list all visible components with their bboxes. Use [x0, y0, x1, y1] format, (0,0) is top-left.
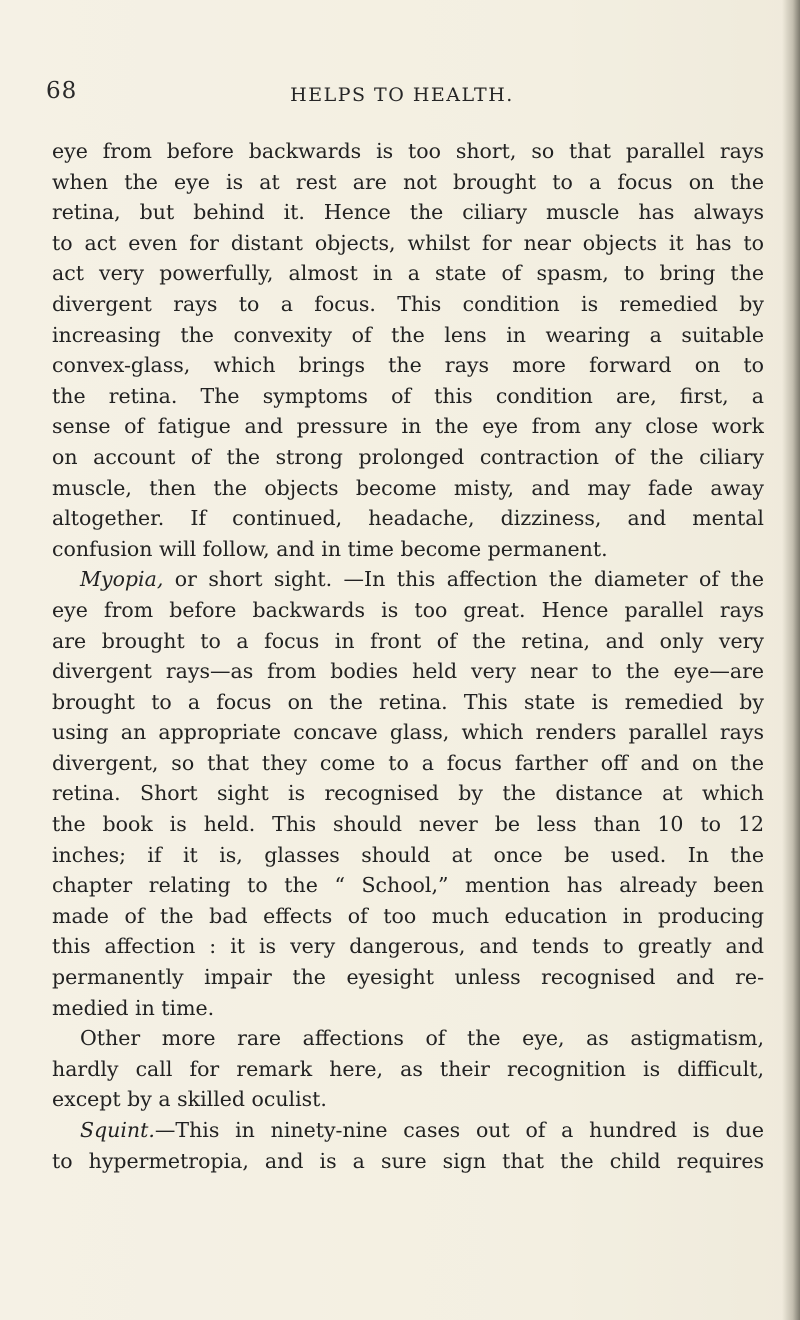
section-term-myopia: Myopia, [80, 567, 164, 592]
text-line: altogether. If continued, headache, dizziness, and mental [52, 506, 764, 531]
text-line: divergent, so that they come to a focus farther off and on the [52, 750, 764, 775]
text-line: using an appropriate concave glass, which renders parallel rays [52, 720, 764, 745]
section-term-squint: Squint. [80, 1118, 155, 1142]
text-line: are brought to a focus in front of the retina, and only very [52, 628, 764, 653]
text-line: retina. Short sight is recognised by the distance at which [52, 781, 764, 806]
text-line: chapter relating to the “ School,” mention has already been [52, 873, 764, 898]
text-line: eye from before backwards is too short, so that parallel rays [52, 139, 764, 163]
text-line: retina, but behind it. Hence the ciliary muscle has always [52, 200, 764, 225]
text-line: muscle, then the objects become misty, and may fade away [52, 475, 764, 500]
text-line: except by a skilled oculist. [52, 1087, 327, 1112]
text-line: convex-glass, which brings the rays more forward on to [52, 353, 764, 378]
text-line: when the eye is at rest are not brought to a focus on the [52, 169, 764, 194]
text-line: act very powerfully, almost in a state of spasm, to bring the [52, 261, 764, 286]
text-line: increasing the convexity of the lens in wearing a suitable [52, 322, 764, 347]
body-text [52, 136, 764, 1176]
text-line: eye from before backwards is too great. Hence parallel rays [52, 597, 764, 622]
text-line: medied in time. [52, 995, 215, 1020]
section-text: or short sight. —In this affection the diameter of the [163, 567, 764, 592]
page-number: 68 [46, 78, 78, 104]
page-header [46, 78, 746, 118]
section-heading-line [52, 564, 764, 595]
text-line: confusion will follow, and in time become permanent. [52, 536, 608, 561]
section-heading-line [52, 1115, 764, 1146]
text-line: this affection : it is very dangerous, and tends to greatly and [52, 934, 764, 959]
text-line: Other more rare affections of the eye, as astigmatism, [80, 1026, 764, 1051]
text-line: hardly call for remark here, as their recognition is difficult, [52, 1056, 764, 1081]
text-line: sense of fatigue and pressure in the eye from any close work [52, 414, 764, 439]
text-line: made of the bad effects of too much education in producing [52, 903, 764, 928]
section-text: —This in ninety-nine cases out of a hundred is due [154, 1118, 764, 1142]
text-line: divergent rays—as from bodies held very near to the eye—are [52, 659, 764, 684]
text-line: brought to a focus on the retina. This state is remedied by [52, 689, 764, 714]
text-line: to act even for distant objects, whilst for near objects it has to [52, 230, 764, 255]
text-line: divergent rays to a focus. This condition is remedied by [52, 291, 764, 316]
text-line: the retina. The symptoms of this condition are, first, a [52, 383, 764, 408]
page-edge-shadow [782, 0, 800, 1320]
text-line: permanently impair the eyesight unless recognised and re- [52, 965, 764, 990]
text-line: the book is held. This should never be less than 10 to 12 [52, 812, 764, 837]
text-line: on account of the strong prolonged contraction of the ciliary [52, 444, 764, 469]
text-line: to hypermetropia, and is a sure sign that the child requires [52, 1148, 764, 1173]
text-line: inches; if it is, glasses should at once be used. In the [52, 842, 764, 867]
running-head: HELPS TO HEALTH. [290, 84, 514, 106]
